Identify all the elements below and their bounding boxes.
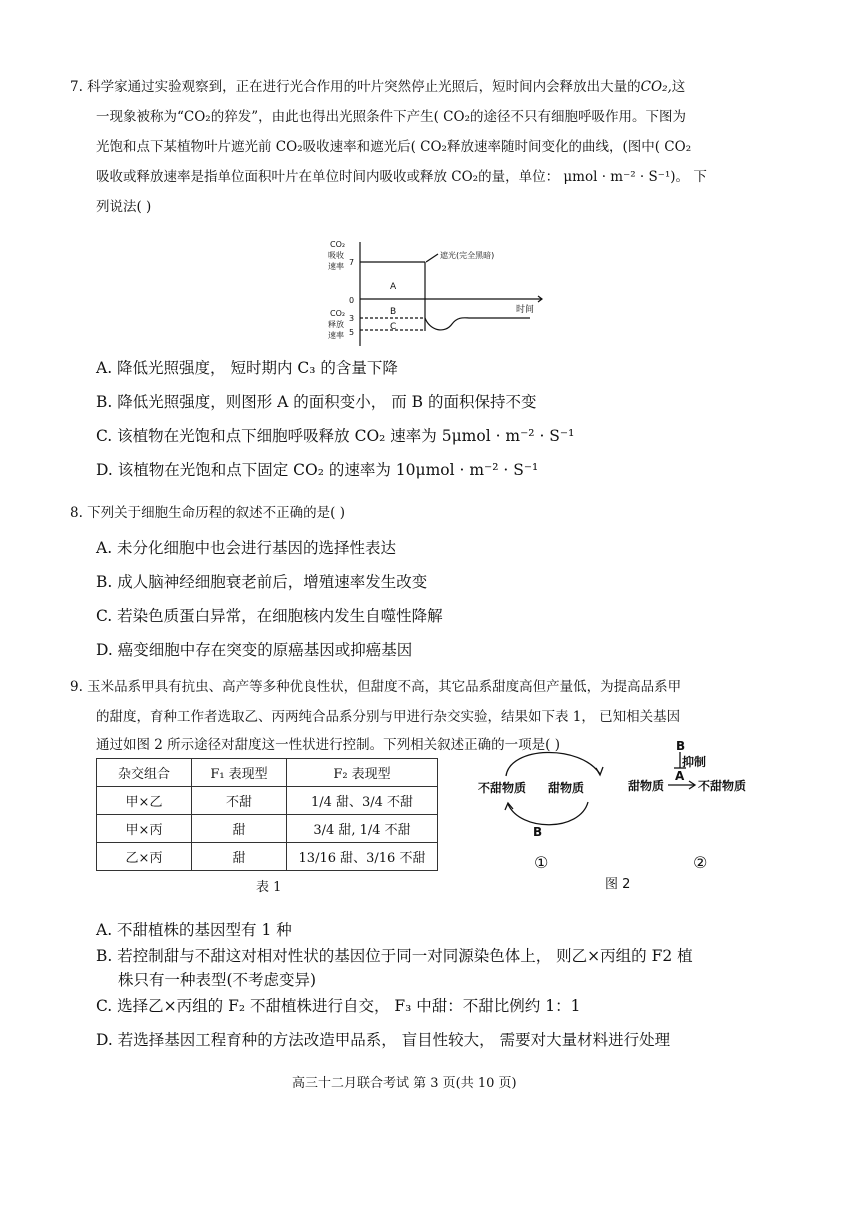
- table-row: [97, 843, 438, 871]
- table-header: F₂ 表现型: [287, 759, 438, 787]
- fig2-to: 不甜物质: [698, 779, 747, 793]
- q7-line-1: 7. 科学家通过实验观察到，正在进行光合作用的叶片突然停止光照后，短时间内会释放出大量的CO₂,这: [70, 79, 686, 95]
- q8-option-b[interactable]: B. 成人脑神经细胞衰老前后，增殖速率发生改变: [96, 573, 428, 591]
- cross-results-table: [96, 758, 438, 871]
- region-a: A: [390, 282, 397, 292]
- tick-3: 3: [349, 314, 355, 323]
- table-cell: 3/4 甜, 1/4 不甜: [287, 815, 438, 843]
- y-top-label-2: 吸收: [328, 251, 344, 260]
- table-cell: 乙×丙: [97, 843, 192, 871]
- release-curve: [425, 318, 530, 330]
- fig2-node-not-sweet: 不甜物质: [478, 781, 527, 795]
- table-cell: 不甜: [192, 787, 287, 815]
- region-b: B: [390, 307, 397, 317]
- q7-option-a[interactable]: A. 降低光照强度， 短时期内 C₃ 的含量下降: [96, 359, 398, 377]
- q9-option-d[interactable]: D. 若选择基因工程育种的方法改造甲品系， 盲目性较大， 需要对大量材料进行处理: [96, 1031, 671, 1049]
- q9-line-1: 9. 玉米品系甲具有抗虫、高产等多种优良性状，但甜度不高，其它品系甜度高但产量低，为提高品系甲: [70, 679, 682, 695]
- table-caption: 表 1: [256, 880, 282, 895]
- table-header-row: [97, 759, 438, 787]
- q9-option-c[interactable]: C. 选择乙×丙组的 F₂ 不甜植株进行自交， F₃ 中甜：不甜比例约 1：1: [96, 997, 581, 1015]
- y-bottom-label-2: 释放: [328, 320, 344, 329]
- q7-line-3: 光饱和点下某植物叶片遮光前 CO₂吸收速率和遮光后( CO₂释放速率随时间变化的曲线，(图中( CO₂: [96, 139, 692, 155]
- y-bottom-label-1: CO₂: [330, 309, 346, 318]
- fig2-inhibit: 抑制: [682, 755, 707, 769]
- shading-annotation: 遮光(完全黑暗): [440, 251, 495, 260]
- q7-option-d[interactable]: D. 该植物在光饱和点下固定 CO₂ 的速率为 10μmol · m⁻² · S⁻¹: [96, 461, 539, 479]
- fig2-top-arc: [506, 752, 600, 776]
- q8-option-c[interactable]: C. 若染色质蛋白异常，在细胞核内发生自噬性降解: [96, 607, 443, 625]
- fig2-caption: 图 2: [605, 877, 631, 892]
- table-cell: 甲×丙: [97, 815, 192, 843]
- q9-option-b-cont: 株只有一种表型(不考虑变异): [118, 971, 317, 989]
- fig2-bottom-arc: [508, 802, 588, 825]
- fig2-node-sweet: 甜物质: [548, 781, 585, 795]
- y-top-label-3: 速率: [328, 262, 344, 271]
- q7-option-b[interactable]: B. 降低光照强度，则图形 A 的面积变小， 而 B 的面积保持不变: [96, 393, 537, 411]
- q9-line-3: 通过如图 2 所示途径对甜度这一性状进行控制。下列相关叙述正确的一项是( ): [96, 737, 560, 753]
- y-bottom-label-3: 速率: [328, 331, 344, 340]
- tick-5: 5: [349, 328, 355, 337]
- fig2-b2-label: B: [676, 739, 686, 753]
- co2-rate-graph: [320, 236, 550, 348]
- table-cell: 甲×乙: [97, 787, 192, 815]
- table-row: [97, 815, 438, 843]
- table-header: F₁ 表现型: [192, 759, 287, 787]
- table-header: 杂交组合: [97, 759, 192, 787]
- fig2-b-label: B: [533, 825, 543, 839]
- q7-option-c[interactable]: C. 该植物在光饱和点下细胞呼吸释放 CO₂ 速率为 5μmol · m⁻² · S⁻¹: [96, 427, 575, 445]
- table-cell: 1/4 甜、3/4 不甜: [287, 787, 438, 815]
- y-top-label-1: CO₂: [330, 240, 346, 249]
- q7-line-4: 吸收或释放速率是指单位面积叶片在单位时间内吸收或释放 CO₂的量，单位： μmol · m⁻² · S⁻¹)。 下: [96, 169, 707, 185]
- fig2-top-arrowhead: [596, 767, 603, 775]
- table-cell: 13/16 甜、3/16 不甜: [287, 843, 438, 871]
- q9-option-b[interactable]: B. 若控制甜与不甜这对相对性状的基因位于同一对同源染色体上， 则乙×丙组的 F2 植: [96, 947, 693, 965]
- q8-option-d[interactable]: D. 癌变细胞中存在突变的原癌基因或抑癌基因: [96, 641, 413, 659]
- fig2-num-2: ②: [693, 853, 708, 872]
- table-row: [97, 787, 438, 815]
- figure-2-pathways: [470, 736, 800, 896]
- annotation-pointer: [426, 254, 438, 262]
- fig2-a-label: A: [675, 769, 685, 783]
- table-cell: 甜: [192, 843, 287, 871]
- page-footer: 高三十二月联合考试 第 3 页(共 10 页): [292, 1076, 517, 1091]
- region-c: C: [390, 322, 397, 332]
- q9-option-a[interactable]: A. 不甜植株的基因型有 1 种: [96, 921, 292, 939]
- table-cell: 甜: [192, 815, 287, 843]
- q7-line-5: 列说法( ): [96, 199, 152, 215]
- q9-line-2: 的甜度，育种工作者选取乙、丙两纯合品系分别与甲进行杂交实验，结果如下表 1， 已知相关基因: [96, 709, 681, 725]
- q8-option-a[interactable]: A. 未分化细胞中也会进行基因的选择性表达: [96, 539, 397, 557]
- fig2-num-1: ①: [534, 853, 549, 872]
- tick-0: 0: [349, 296, 355, 305]
- x-axis-label: 时间: [516, 305, 535, 315]
- tick-7: 7: [349, 258, 355, 267]
- q7-line-2: 一现象被称为“CO₂的猝发”，由此也得出光照条件下产生( CO₂的途径不只有细胞呼吸作用。下图为: [96, 109, 686, 125]
- fig2-from: 甜物质: [628, 779, 665, 793]
- q8-stem: 8. 下列关于细胞生命历程的叙述不正确的是( ): [70, 505, 345, 521]
